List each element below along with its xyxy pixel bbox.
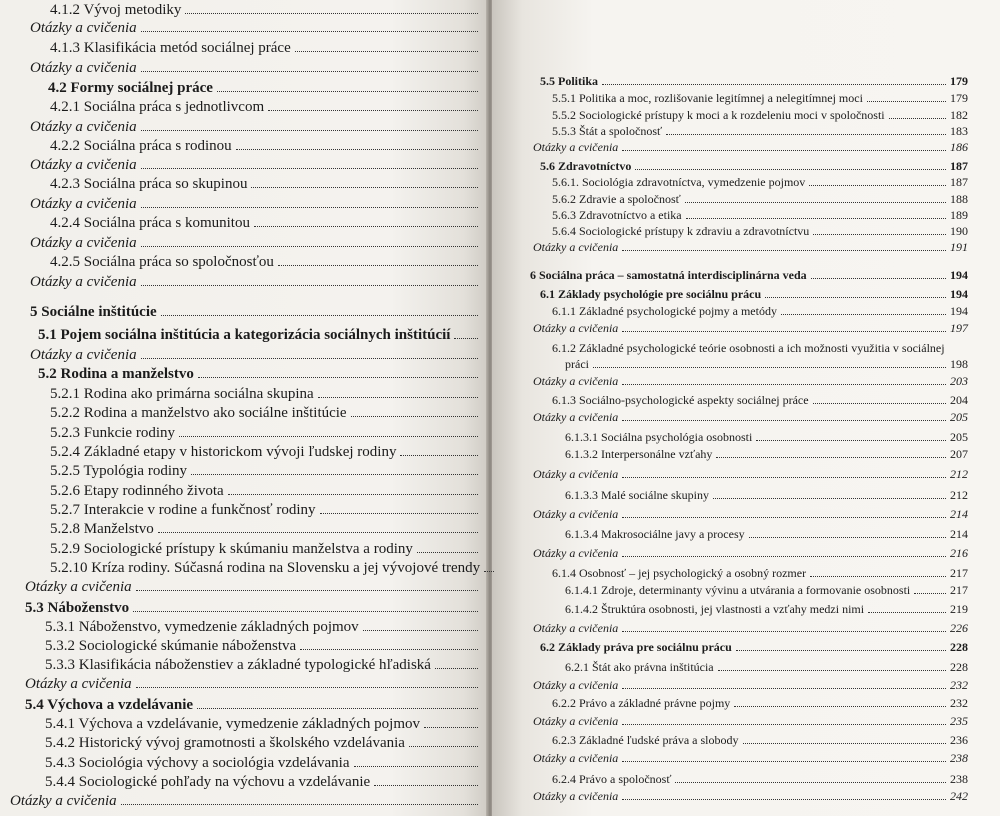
toc-entry-title: 5.2.6 Etapy rodinného života: [50, 483, 224, 499]
toc-entry-title: 6.2.2 Právo a základné právne pojmy: [552, 696, 731, 710]
toc-entry-title: Otázky a cvičenia: [533, 678, 619, 692]
toc-dot-leader: [351, 416, 478, 417]
left-toc-entry-5-2-3-funkcie-rodiny: [50, 425, 478, 442]
toc-dot-leader: [141, 246, 478, 247]
toc-dot-leader: [179, 436, 478, 437]
left-toc-entry-otazky-a-cvicenia: [30, 157, 478, 174]
toc-dot-leader: [191, 474, 478, 475]
toc-dot-leader: [363, 630, 478, 631]
toc-entry-title: 5.6 Zdravotníctvo: [540, 159, 632, 173]
right-toc-entry-6-1-3-1-socialna-psychologia-osobnosti: [565, 430, 968, 445]
toc-dot-leader: [374, 785, 478, 786]
toc-dot-leader: [622, 556, 946, 557]
toc-entry-title: 5.4.2 Historický vývoj gramotnosti a školského vzdelávania: [45, 735, 405, 751]
toc-entry-title: 5.2.8 Manželstvo: [50, 521, 154, 537]
toc-dot-leader: [141, 31, 478, 32]
toc-dot-leader: [198, 377, 478, 378]
toc-dot-leader: [781, 314, 946, 315]
toc-entry-title: 6.2.4 Právo a spoločnosť: [552, 772, 672, 786]
left-toc-entry-4-2-3-socialna-praca-so-skupinou: [50, 176, 478, 193]
toc-dot-leader: [675, 782, 946, 783]
toc-entry-title: Otázky a cvičenia: [533, 714, 619, 728]
toc-dot-leader: [765, 297, 946, 298]
left-toc-entry-5-2-6-etapy-rodinneho-zivota: [50, 483, 478, 500]
toc-entry-title: 5.2.4 Základné etapy v historickom vývoji ľudskej rodiny: [50, 444, 397, 460]
toc-entry-title: 5.2.1 Rodina ako primárna sociálna skupina: [50, 386, 314, 402]
right-toc-entry-otazky-a-cvicenia: [533, 546, 968, 561]
toc-dot-leader: [743, 743, 947, 744]
toc-dot-leader: [133, 611, 478, 612]
toc-entry-title: 6.1.1 Základné psychologické pojmy a metódy: [552, 304, 777, 318]
toc-page-number: 232: [950, 696, 968, 710]
toc-entry-title: 5.5 Politika: [540, 74, 599, 88]
toc-dot-leader: [254, 226, 478, 227]
left-toc-entry-5-2-8-manzelstvo: [50, 521, 478, 538]
toc-dot-leader: [622, 420, 946, 421]
toc-dot-leader: [810, 576, 946, 577]
right-toc-entry-6-1-1-zakladne-psychologicke-pojmy-a-met: [552, 304, 968, 319]
toc-page-number: 238: [950, 772, 968, 786]
left-toc-entry-5-2-1-rodina-ako-primarna-socialna-skupi: [50, 386, 478, 403]
toc-dot-leader: [666, 134, 946, 135]
toc-dot-leader: [435, 668, 478, 669]
right-toc-entry-5-5-2-sociologicke-pristupy-k-moci-a-k-r: [552, 108, 968, 123]
left-toc-entry-5-3-nabozenstvo: [25, 600, 478, 617]
toc-dot-leader: [622, 724, 946, 725]
toc-dot-leader: [217, 91, 478, 92]
toc-entry-title: 6.2.3 Základné ľudské práva a slobody: [552, 733, 739, 747]
right-toc-entry-6-2-1-stat-ako-pravna-institucia: [565, 660, 968, 675]
right-toc-entry-6-1-3-3-male-socialne-skupiny: [565, 488, 968, 503]
right-toc-entry-5-6-4-sociologicke-pristupy-k-zdraviu-a-: [552, 224, 968, 239]
toc-page-number: 187: [950, 175, 968, 189]
toc-entry-title: 5.2.7 Interakcie v rodine a funkčnosť rodiny: [50, 502, 316, 518]
toc-entry-title: 6.2.1 Štát ako právna inštitúcia: [565, 660, 714, 674]
left-toc-entry-4-2-4-socialna-praca-s-komunitou: [50, 215, 478, 232]
toc-dot-leader: [622, 688, 946, 689]
toc-dot-leader: [756, 440, 946, 441]
toc-entry-title: Otázky a cvičenia: [533, 467, 619, 481]
toc-page-number: 235: [950, 714, 968, 728]
toc-entry-title: 6.1 Základy psychológie pre sociálnu prácu: [540, 287, 762, 301]
left-toc-entry-otazky-a-cvicenia: [10, 793, 478, 810]
toc-page-number: 219: [950, 602, 968, 616]
toc-page-number: 214: [950, 507, 968, 521]
toc-dot-leader: [914, 593, 946, 594]
toc-entry-title: 6 Sociálna práca – samostatná interdisciplinárna veda: [530, 268, 807, 282]
right-toc-entry-6-2-zaklady-prava-pre-socialnu-pracu: [540, 640, 968, 655]
toc-entry-title: Otázky a cvičenia: [533, 240, 619, 254]
toc-dot-leader: [228, 494, 478, 495]
toc-page-number: 242: [950, 789, 968, 803]
toc-entry-title: Otázky a cvičenia: [30, 157, 137, 173]
toc-entry-title: 6.1.4 Osobnosť – jej psychologický a osobný rozmer: [552, 566, 807, 580]
left-toc-entry-otazky-a-cvicenia: [25, 676, 478, 693]
right-toc-entry-5-6-1-sociologia-zdravotnictva-vymedzeni: [552, 175, 968, 190]
right-toc-entry-5-6-3-zdravotnictvo-a-etika: [552, 208, 968, 223]
toc-dot-leader: [141, 130, 478, 131]
left-toc-entry-5-2-7-interakcie-v-rodine-a-funkcnost-ro: [50, 502, 478, 519]
toc-entry-title: Otázky a cvičenia: [533, 374, 619, 388]
right-toc-entry-otazky-a-cvicenia: [533, 714, 968, 729]
toc-dot-leader: [141, 207, 478, 208]
right-toc-entry-6-1-3-socialno-psychologicke-aspekty-soc: [552, 393, 968, 408]
toc-entry-title: 5.6.4 Sociologické prístupy k zdraviu a zdravotníctvu: [552, 224, 810, 238]
right-toc-entry-5-6-2-zdravie-a-spolocnost: [552, 192, 968, 207]
toc-dot-leader: [685, 202, 946, 203]
toc-page-number: 194: [950, 287, 968, 301]
left-toc-entry-4-1-3-klasifikacia-metod-socialnej-prace: [50, 40, 478, 57]
toc-page-number: 187: [950, 159, 968, 173]
toc-page-number: 205: [950, 410, 968, 424]
right-toc-entry-praci: [565, 357, 968, 372]
toc-dot-leader: [622, 761, 946, 762]
toc-dot-leader: [593, 367, 946, 368]
toc-page-number: 198: [950, 357, 968, 371]
toc-dot-leader: [141, 168, 478, 169]
toc-entry-title: 4.2.4 Sociálna práca s komunitou: [50, 215, 250, 231]
toc-dot-leader: [811, 278, 946, 279]
toc-entry-title: Otázky a cvičenia: [533, 546, 619, 560]
toc-entry-title: Otázky a cvičenia: [30, 119, 137, 135]
left-toc-entry-5-4-2-historicky-vyvoj-gramotnosti-a-sko: [45, 735, 478, 752]
right-toc-entry-6-1-zaklady-psychologie-pre-socialnu-pra: [540, 287, 968, 302]
toc-dot-leader: [736, 650, 946, 651]
toc-dot-leader: [236, 149, 478, 150]
toc-dot-leader: [136, 590, 478, 591]
left-toc-entry-5-2-9-sociologicke-pristupy-k-skumaniu-m: [50, 541, 478, 558]
right-toc-entry-6-1-4-1-zdroje-determinanty-vyvinu-a-utv: [565, 583, 968, 598]
right-toc-entry-otazky-a-cvicenia: [533, 374, 968, 389]
right-toc-entry-6-1-4-osobnost-jej-psychologicky-a-osobn: [552, 566, 968, 581]
toc-entry-title: 5.4.3 Sociológia výchovy a sociológia vzdelávania: [45, 755, 350, 771]
toc-entry-title: 6.2 Základy práva pre sociálnu prácu: [540, 640, 732, 654]
right-toc-entry-otazky-a-cvicenia: [533, 678, 968, 693]
toc-dot-leader: [718, 670, 946, 671]
left-toc-entry-otazky-a-cvicenia: [30, 274, 478, 291]
toc-entry-title: 4.2.3 Sociálna práca so skupinou: [50, 176, 248, 192]
left-toc-entry-5-2-2-rodina-a-manzelstvo-ako-socialne-i: [50, 405, 478, 422]
toc-dot-leader: [197, 708, 478, 709]
right-toc-entry-6-socialna-praca-samostatna-interdiscipl: [530, 268, 968, 283]
left-toc-entry-4-2-1-socialna-praca-s-jednotlivcom: [50, 99, 478, 116]
toc-page-number: 217: [950, 583, 968, 597]
toc-entry-title: 6.1.3.3 Malé sociálne skupiny: [565, 488, 709, 502]
left-toc-entry-otazky-a-cvicenia: [25, 579, 478, 596]
toc-entry-title: 5.2.3 Funkcie rodiny: [50, 425, 175, 441]
right-toc-entry-otazky-a-cvicenia: [533, 321, 968, 336]
toc-entry-title: 5.3 Náboženstvo: [25, 600, 130, 616]
toc-entry-title: 5.2.9 Sociologické prístupy k skúmaniu manželstva a rodiny: [50, 541, 413, 557]
toc-page-number: 179: [950, 74, 968, 88]
left-toc-entry-4-2-formy-socialnej-prace: [48, 80, 478, 97]
left-toc-entry-otazky-a-cvicenia: [30, 235, 478, 252]
toc-dot-leader: [320, 513, 479, 514]
left-toc-entry-4-2-5-socialna-praca-so-spolocnostou: [50, 254, 478, 271]
toc-page-number: 212: [950, 467, 968, 481]
right-toc-entry-6-1-2-zakladne-psychologicke-teorie-osob: [552, 341, 968, 356]
toc-dot-leader: [622, 150, 946, 151]
right-toc-entry-6-2-3-zakladne-ludske-prava-a-slobody: [552, 733, 968, 748]
right-toc-entry-5-5-politika: [540, 74, 968, 89]
left-toc-entry-4-1-2-vyvoj-metodiky: [50, 2, 478, 19]
right-toc-entry-otazky-a-cvicenia: [533, 467, 968, 482]
toc-dot-leader: [867, 101, 946, 102]
left-toc-entry-5-4-vychova-a-vzdelavanie: [25, 697, 478, 714]
left-toc-entry-otazky-a-cvicenia: [30, 20, 478, 37]
toc-dot-leader: [686, 218, 946, 219]
toc-entry-title: 4.2.2 Sociálna práca s rodinou: [50, 138, 232, 154]
toc-page-number: 212: [950, 488, 968, 502]
toc-entry-title: Otázky a cvičenia: [533, 410, 619, 424]
toc-dot-leader: [868, 612, 946, 613]
left-toc-entry-4-2-2-socialna-praca-s-rodinou: [50, 138, 478, 155]
toc-page-number: 179: [950, 91, 968, 105]
toc-dot-leader: [141, 358, 478, 359]
toc-entry-title: Otázky a cvičenia: [533, 321, 619, 335]
toc-dot-leader: [417, 552, 478, 553]
toc-dot-leader: [622, 331, 946, 332]
toc-dot-leader: [141, 285, 478, 286]
toc-entry-title: Otázky a cvičenia: [533, 621, 619, 635]
toc-dot-leader: [454, 338, 478, 339]
toc-entry-title: 5.2 Rodina a manželstvo: [38, 366, 194, 382]
toc-page-number: 228: [950, 640, 968, 654]
toc-entry-title: 5.1 Pojem sociálna inštitúcia a kategorizácia sociálnych inštitúcií: [38, 327, 451, 343]
toc-entry-title: 6.1.3 Sociálno-psychologické aspekty sociálnej práce: [552, 393, 809, 407]
right-toc-entry-6-1-4-2-struktura-osobnosti-jej-vlastnos: [565, 602, 968, 617]
toc-entry-title: 5.6.2 Zdravie a spoločnosť: [552, 192, 681, 206]
toc-dot-leader: [268, 110, 478, 111]
toc-entry-title: 6.1.3.2 Interpersonálne vzťahy: [565, 447, 713, 461]
toc-entry-title: 5.4.1 Výchova a vzdelávanie, vymedzenie základných pojmov: [45, 716, 421, 732]
toc-entry-title: Otázky a cvičenia: [30, 347, 137, 363]
toc-entry-title: Otázky a cvičenia: [533, 751, 619, 765]
toc-dot-leader: [813, 403, 946, 404]
toc-dot-leader: [185, 13, 478, 14]
toc-entry-title: 5.3.1 Náboženstvo, vymedzenie základných pojmov: [45, 619, 359, 635]
toc-dot-leader: [158, 532, 478, 533]
toc-entry-title: 5.5.2 Sociologické prístupy k moci a k rozdeleniu moci v spoločnosti: [552, 108, 885, 122]
toc-dot-leader: [622, 631, 946, 632]
left-toc-entry-otazky-a-cvicenia: [30, 196, 478, 213]
left-toc-entry-5-2-rodina-a-manzelstvo: [38, 366, 478, 383]
toc-dot-leader: [318, 397, 478, 398]
toc-page-number: 186: [950, 140, 968, 154]
left-toc-entry-5-4-1-vychova-a-vzdelavanie-vymedzenie-z: [45, 716, 478, 733]
toc-page-number: 188: [950, 192, 968, 206]
toc-page-number: 214: [950, 527, 968, 541]
right-toc-entry-otazky-a-cvicenia: [533, 140, 968, 155]
toc-entry-title: Otázky a cvičenia: [533, 140, 619, 154]
toc-page-number: 228: [950, 660, 968, 674]
right-toc-entry-otazky-a-cvicenia: [533, 507, 968, 522]
left-toc-entry-5-4-3-sociologia-vychovy-a-sociologia-vz: [45, 755, 478, 772]
toc-page-number: 205: [950, 430, 968, 444]
right-toc-entry-otazky-a-cvicenia: [533, 240, 968, 255]
toc-page-number: 203: [950, 374, 968, 388]
toc-entry-title: 5 Sociálne inštitúcie: [30, 304, 157, 320]
toc-entry-title: Otázky a cvičenia: [25, 676, 132, 692]
toc-page-number: 232: [950, 678, 968, 692]
toc-dot-leader: [295, 51, 478, 52]
toc-page-number: 197: [950, 321, 968, 335]
toc-entry-title: 4.2 Formy sociálnej práce: [48, 80, 213, 96]
toc-page-number: 216: [950, 546, 968, 560]
right-toc-entry-5-5-3-stat-a-spolocnost: [552, 124, 968, 139]
left-toc-entry-5-4-4-sociologicke-pohlady-na-vychovu-a-: [45, 774, 478, 791]
toc-entry-title: Otázky a cvičenia: [533, 507, 619, 521]
toc-page-number: 217: [950, 566, 968, 580]
toc-dot-leader: [424, 727, 478, 728]
toc-entry-title: 6.1.2 Základné psychologické teórie osobnosti a ich možnosti využitia v sociálnej: [552, 341, 945, 355]
toc-dot-leader: [602, 84, 946, 85]
toc-dot-leader: [484, 571, 494, 572]
toc-entry-title: Otázky a cvičenia: [30, 274, 137, 290]
toc-dot-leader: [734, 706, 946, 707]
toc-dot-leader: [622, 384, 946, 385]
toc-entry-title: 5.3.2 Sociologické skúmanie náboženstva: [45, 638, 297, 654]
toc-entry-title: Otázky a cvičenia: [30, 235, 137, 251]
toc-page-number: 190: [950, 224, 968, 238]
toc-entry-title: 5.2.5 Typológia rodiny: [50, 463, 187, 479]
right-toc-entry-6-1-3-4-makrosocialne-javy-a-procesy: [565, 527, 968, 542]
toc-entry-title: Otázky a cvičenia: [10, 793, 117, 809]
toc-entry-title: 5.6.3 Zdravotníctvo a etika: [552, 208, 682, 222]
toc-entry-title: 5.4 Výchova a vzdelávanie: [25, 697, 194, 713]
toc-dot-leader: [251, 187, 478, 188]
toc-dot-leader: [749, 537, 946, 538]
toc-dot-leader: [622, 477, 946, 478]
left-toc-entry-otazky-a-cvicenia: [30, 119, 478, 136]
toc-page-number: 236: [950, 733, 968, 747]
right-toc-entry-5-6-zdravotnictvo: [540, 159, 968, 174]
toc-entry-title: 5.2.2 Rodina a manželstvo ako sociálne inštitúcie: [50, 405, 347, 421]
left-toc-entry-5-1-pojem-socialna-institucia-a-kategori: [38, 327, 478, 344]
toc-dot-leader: [622, 250, 946, 251]
toc-entry-title: 5.4.4 Sociologické pohľady na výchovu a vzdelávanie: [45, 774, 371, 790]
toc-entry-title: 6.1.3.4 Makrosociálne javy a procesy: [565, 527, 745, 541]
toc-entry-title: 5.6.1. Sociológia zdravotníctva, vymedzenie pojmov: [552, 175, 806, 189]
left-toc-entry-5-2-5-typologia-rodiny: [50, 463, 478, 480]
toc-dot-leader: [716, 457, 946, 458]
toc-dot-leader: [121, 804, 478, 805]
right-toc-entry-5-5-1-politika-a-moc-rozlisovanie-legiti: [552, 91, 968, 106]
toc-dot-leader: [409, 746, 478, 747]
toc-entry-title: 5.2.10 Kríza rodiny. Súčasná rodina na Slovensku a jej vývojové trendy: [50, 560, 481, 576]
left-toc-entry-5-2-10-kriza-rodiny-sucasna-rodina-na-sl: [50, 560, 481, 577]
right-toc-entry-6-2-2-pravo-a-zakladne-pravne-pojmy: [552, 696, 968, 711]
toc-entry-title: 6.1.3.1 Sociálna psychológia osobnosti: [565, 430, 753, 444]
right-toc-entry-6-1-3-2-interpersonalne-vztahy: [565, 447, 968, 462]
toc-page-number: 204: [950, 393, 968, 407]
toc-page-number: 189: [950, 208, 968, 222]
toc-dot-leader: [813, 234, 946, 235]
right-toc-entry-otazky-a-cvicenia: [533, 751, 968, 766]
toc-entry-title: 4.1.2 Vývoj metodiky: [50, 2, 182, 18]
toc-entry-title: 4.2.1 Sociálna práca s jednotlivcom: [50, 99, 265, 115]
toc-dot-leader: [889, 118, 946, 119]
toc-page-number: 226: [950, 621, 968, 635]
toc-dot-leader: [622, 517, 946, 518]
left-toc-entry-5-3-1-nabozenstvo-vymedzenie-zakladnych-: [45, 619, 478, 636]
toc-entry-title: Otázky a cvičenia: [533, 789, 619, 803]
toc-page-number: 194: [950, 304, 968, 318]
left-toc-entry-5-3-3-klasifikacia-nabozenstiev-a-zaklad: [45, 657, 478, 674]
left-toc-entry-5-2-4-zakladne-etapy-v-historickom-vyvoj: [50, 444, 478, 461]
toc-dot-leader: [136, 687, 478, 688]
toc-page-number: 191: [950, 240, 968, 254]
toc-dot-leader: [635, 169, 946, 170]
toc-entry-title: 5.5.3 Štát a spoločnosť: [552, 124, 663, 138]
right-toc-entry-otazky-a-cvicenia: [533, 621, 968, 636]
toc-entry-title: 6.1.4.1 Zdroje, determinanty vývinu a utvárania a formovanie osobnosti: [565, 583, 911, 597]
right-toc-entry-otazky-a-cvicenia: [533, 410, 968, 425]
toc-dot-leader: [713, 498, 946, 499]
toc-dot-leader: [278, 265, 478, 266]
toc-dot-leader: [809, 185, 946, 186]
right-toc-entry-6-2-4-pravo-a-spolocnost: [552, 772, 968, 787]
toc-dot-leader: [300, 649, 478, 650]
toc-page-number: 182: [950, 108, 968, 122]
toc-dot-leader: [354, 766, 478, 767]
toc-entry-title: Otázky a cvičenia: [30, 196, 137, 212]
toc-dot-leader: [141, 71, 478, 72]
toc-entry-title: Otázky a cvičenia: [25, 579, 132, 595]
toc-entry-title: Otázky a cvičenia: [30, 60, 137, 76]
left-toc-entry-otazky-a-cvicenia: [30, 60, 478, 77]
toc-entry-title: 4.2.5 Sociálna práca so spoločnosťou: [50, 254, 274, 270]
left-toc-entry-5-socialne-institucie: [30, 304, 478, 321]
left-toc-entry-otazky-a-cvicenia: [30, 347, 478, 364]
toc-entry-title: 5.3.3 Klasifikácia náboženstiev a základné typologické hľadiská: [45, 657, 431, 673]
toc-page-number: 183: [950, 124, 968, 138]
toc-dot-leader: [400, 455, 478, 456]
toc-dot-leader: [622, 799, 946, 800]
right-toc-entry-otazky-a-cvicenia: [533, 789, 968, 804]
toc-entry-title: 5.5.1 Politika a moc, rozlišovanie legitímnej a nelegitímnej moci: [552, 91, 863, 105]
toc-entry-title: 4.1.3 Klasifikácia metód sociálnej práce: [50, 40, 291, 56]
toc-entry-title: Otázky a cvičenia: [30, 20, 137, 36]
toc-dot-leader: [161, 315, 478, 316]
toc-page-number: 194: [950, 268, 968, 282]
toc-entry-title: práci: [565, 357, 589, 371]
toc-page-number: 207: [950, 447, 968, 461]
toc-entry-title: 6.1.4.2 Štruktúra osobnosti, jej vlastnosti a vzťahy medzi nimi: [565, 602, 865, 616]
left-toc-entry-5-3-2-sociologicke-skumanie-nabozenstva: [45, 638, 478, 655]
toc-page-number: 238: [950, 751, 968, 765]
